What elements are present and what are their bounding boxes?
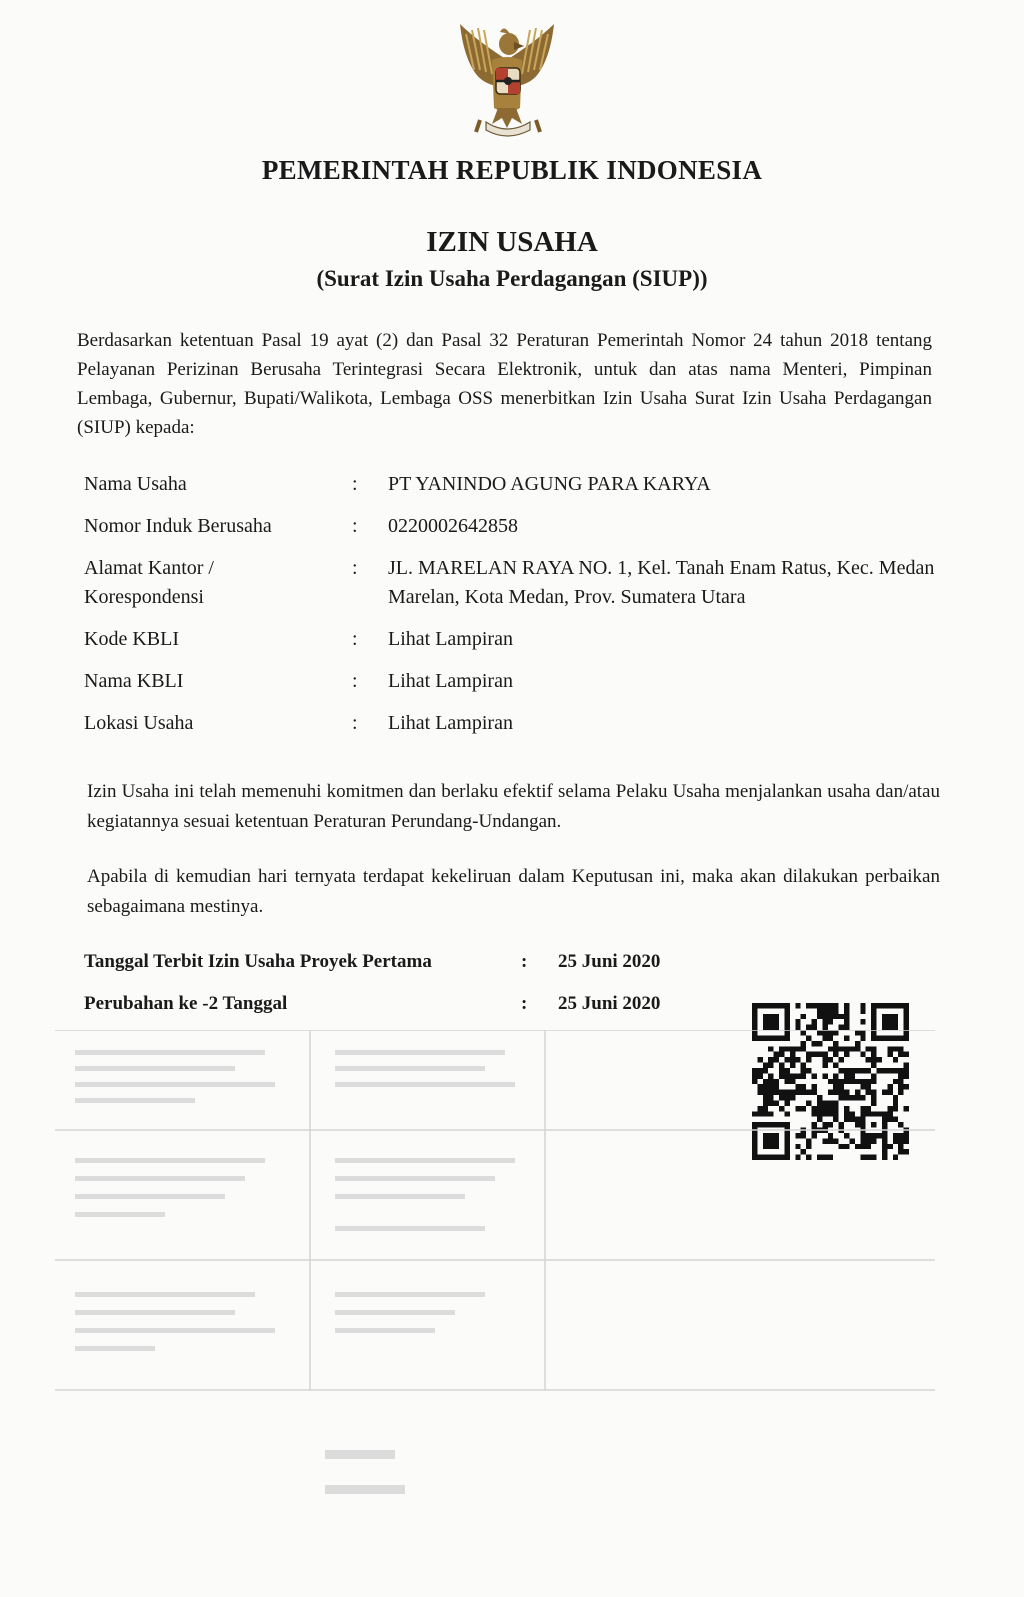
- field-label: Alamat Kantor / Korespondensi: [84, 557, 214, 608]
- field-row-lokasi-usaha: [84, 709, 944, 738]
- field-separator: :: [352, 670, 358, 692]
- field-label: Nama KBLI: [84, 670, 184, 692]
- intro-paragraph: Berdasarkan ketentuan Pasal 19 ayat (2) dan Pasal 32 Peraturan Pemerintah Nomor 24 tahun 2018 tentang Pelayanan Perizinan Berusaha Terintegrasi Secara Elektronik, untuk dan atas nama Menteri, Pimpinan Lembaga, Gubernur, Bupati/Walikota, Lembaga OSS menerbitkan Izin Usaha Surat Izin Usaha Perdagangan (SIUP) kepada:: [77, 330, 932, 438]
- document-title: IZIN USAHA: [426, 226, 598, 258]
- field-separator: :: [352, 712, 358, 734]
- field-row-kode-kbli: [84, 625, 944, 654]
- correction-statement: Apabila di kemudian hari ternyata terdapat kekeliruan dalam Keputusan ini, maka akan dilakukan perbaikan sebagaimana mestinya.: [87, 866, 940, 917]
- field-row-nama-usaha: [84, 470, 944, 499]
- garuda-emblem-icon: [452, 20, 562, 142]
- date-separator: :: [521, 951, 528, 972]
- date-label: Tanggal Terbit Izin Usaha Proyek Pertama: [84, 951, 432, 972]
- bleed-through-decoration: [55, 1030, 965, 1530]
- field-value: 0220002642858: [388, 515, 518, 537]
- field-label: Nama Usaha: [84, 473, 187, 495]
- field-row-nomor-induk: [84, 512, 944, 541]
- document-subtitle: (Surat Izin Usaha Perdagangan (SIUP)): [316, 266, 708, 291]
- field-label: Nomor Induk Berusaha: [84, 515, 272, 537]
- business-details: [84, 470, 944, 751]
- date-row-revision: [84, 993, 764, 1035]
- field-label: Kode KBLI: [84, 628, 179, 650]
- date-label: Perubahan ke -2 Tanggal: [84, 993, 288, 1014]
- field-separator: :: [352, 473, 358, 495]
- field-value: Lihat Lampiran: [388, 712, 513, 734]
- field-value: JL. MARELAN RAYA NO. 1, Kel. Tanah Enam Ratus, Kec. Medan Marelan, Kota Medan, Prov. Sumatera Utara: [388, 557, 935, 608]
- date-row-first-issue: [84, 951, 764, 993]
- date-value: 25 Juni 2020: [558, 951, 661, 972]
- date-value: 25 Juni 2020: [558, 993, 661, 1014]
- field-row-alamat: [84, 554, 944, 612]
- field-separator: :: [352, 628, 358, 650]
- date-separator: :: [521, 993, 528, 1014]
- field-value: Lihat Lampiran: [388, 628, 513, 650]
- field-value: PT YANINDO AGUNG PARA KARYA: [388, 473, 711, 495]
- field-row-nama-kbli: [84, 667, 944, 696]
- government-title: PEMERINTAH REPUBLIK INDONESIA: [261, 155, 763, 185]
- field-separator: :: [352, 515, 358, 537]
- field-value: Lihat Lampiran: [388, 670, 513, 692]
- issue-dates: [84, 951, 764, 1035]
- validity-statement: Izin Usaha ini telah memenuhi komitmen dan berlaku efektif selama Pelaku Usaha menjalankan usaha dan/atau kegiatannya sesuai ketentuan Peraturan Perundang-Undangan.: [87, 781, 940, 832]
- field-separator: :: [352, 557, 358, 579]
- field-label: Lokasi Usaha: [84, 712, 194, 734]
